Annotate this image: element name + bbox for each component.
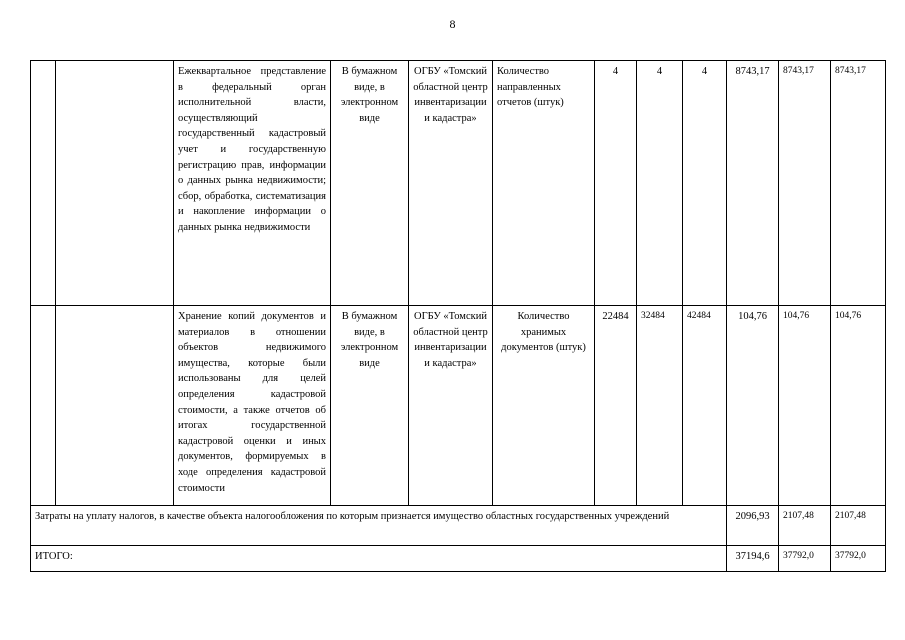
total-cell: 37792,0 xyxy=(779,546,831,572)
cost-cell: 104,76 xyxy=(727,306,779,506)
page-number: 8 xyxy=(449,17,456,31)
quantity-cell: 4 xyxy=(637,61,683,306)
provider-cell: ОГБУ «Томский областной центр инвентаризации и кадастра» xyxy=(409,306,493,506)
cost-cell: 104,76 xyxy=(831,306,886,506)
quantity-cell: 22484 xyxy=(595,306,637,506)
total-row xyxy=(31,546,886,572)
empty-cell xyxy=(31,61,56,306)
form-cell: В бумажном виде, в электронном виде xyxy=(331,61,409,306)
cost-cell: 8743,17 xyxy=(779,61,831,306)
cost-cell: 2107,48 xyxy=(831,506,886,546)
cost-cell: 8743,17 xyxy=(727,61,779,306)
empty-cell xyxy=(31,306,56,506)
tax-label-cell: Затраты на уплату налогов, в качестве объекта налогообложения по которым признается имущество областных государственных учреждений xyxy=(31,506,727,546)
quantity-cell: 32484 xyxy=(637,306,683,506)
quantity-cell: 4 xyxy=(595,61,637,306)
form-cell: В бумажном виде, в электронном виде xyxy=(331,306,409,506)
indicator-cell: Количество направленных отчетов (штук) xyxy=(493,61,595,306)
table-row xyxy=(31,306,886,506)
service-name-cell: Ежеквартальное представление в федеральный орган исполнительной власти, осуществляющий государственный кадастровый учет и государственную регистрацию прав, информации о данных рынка недвижимости; сбор, обработка, систематизация и накопление информации о данных рынка недвижимости xyxy=(174,61,331,306)
empty-cell xyxy=(56,306,174,506)
cost-cell: 104,76 xyxy=(779,306,831,506)
quantity-cell: 4 xyxy=(683,61,727,306)
total-label-cell: ИТОГО: xyxy=(31,546,727,572)
empty-cell xyxy=(56,61,174,306)
indicator-cell: Количество хранимых документов (штук) xyxy=(493,306,595,506)
quantity-cell: 42484 xyxy=(683,306,727,506)
cost-cell: 8743,17 xyxy=(831,61,886,306)
provider-cell: ОГБУ «Томский областной центр инвентаризации и кадастра» xyxy=(409,61,493,306)
cost-cell: 2096,93 xyxy=(727,506,779,546)
service-name-cell: Хранение копий документов и материалов в отношении объектов недвижимого имущества, которые были использованы для целей определения кадастровой стоимости, а также отчетов об итогах государственной кадастровой оценки и иных документов, формируемых в ходе определения кадастровой стоимости xyxy=(174,306,331,506)
tax-row xyxy=(31,506,886,546)
total-cell: 37792,0 xyxy=(831,546,886,572)
table-row xyxy=(31,61,886,306)
total-cell: 37194,6 xyxy=(727,546,779,572)
budget-table xyxy=(30,60,886,572)
cost-cell: 2107,48 xyxy=(779,506,831,546)
